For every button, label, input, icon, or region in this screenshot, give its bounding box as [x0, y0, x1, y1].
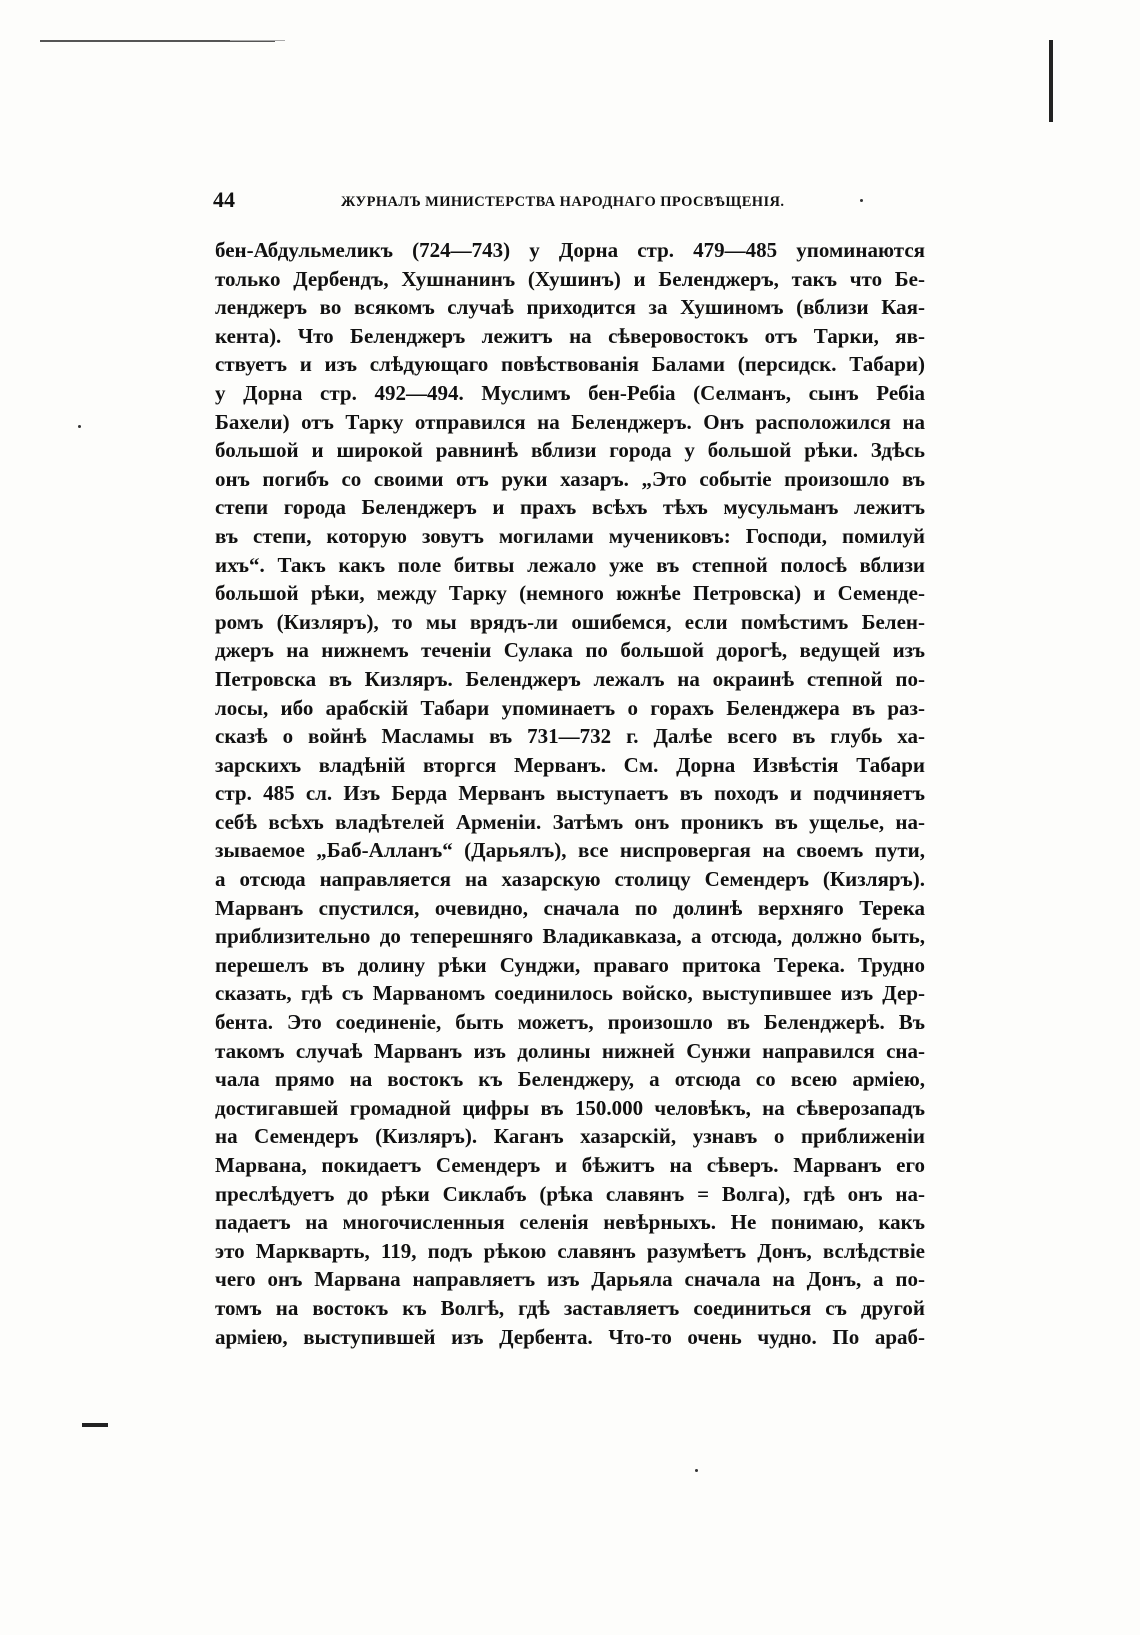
text-line: лосы, ибо арабскій Табари упоминаетъ о горахъ Беленджера въ раз- — [215, 695, 925, 720]
text-line: достигавшей громадной цифры въ 150.000 человѣкъ, на сѣверозападъ — [215, 1095, 925, 1120]
body-text — [215, 236, 925, 1351]
scan-artifact-dot — [695, 1469, 698, 1472]
text-line: зываемое „Баб-Алланъ“ (Дарьялъ), все ниспровергая на своемъ пути, — [215, 838, 925, 863]
text-line: перешелъ въ долину рѣки Сунджи, праваго притока Терека. Трудно — [215, 952, 925, 977]
text-line: только Дербендъ, Хушнанинъ (Хушинъ) и Беленджеръ, такъ что Бе- — [215, 266, 925, 291]
text-line: арміею, выступившей изъ Дербента. Что-то очень чудно. По араб- — [215, 1324, 925, 1349]
text-line: кента). Что Беленджеръ лежитъ на сѣверовостокъ отъ Тарки, яв- — [215, 323, 925, 348]
text-line: себѣ всѣхъ владѣтелей Арменіи. Затѣмъ онъ проникъ въ ущелье, на- — [215, 809, 925, 834]
page-header — [213, 188, 923, 218]
text-line: большой и широкой равнинѣ вблизи города у большой рѣки. Здѣсь — [215, 438, 925, 463]
text-line: ихъ“. Такъ какъ поле битвы лежало уже въ степной полосѣ вблизи — [215, 552, 925, 577]
scan-artifact-top-rule-faint — [230, 40, 285, 41]
text-line: Петровска въ Кизляръ. Беленджеръ лежалъ на окраинѣ степной по- — [215, 666, 925, 691]
text-line: чего онъ Марвана направляетъ изъ Дарьяла сначала на Донъ, а по- — [215, 1267, 925, 1292]
page-number: 44 — [213, 187, 235, 212]
text-line: падаетъ на многочисленныя селенія невѣрныхъ. Не понимаю, какъ — [215, 1210, 925, 1235]
text-line: Марвана, покидаетъ Семендеръ и бѣжитъ на сѣверъ. Марванъ его — [215, 1153, 925, 1177]
text-line: бен-Абдульмеликъ (724—743) у Дорна стр. 479—485 упоминаются — [215, 238, 925, 262]
text-line: сказѣ о войнѣ Масламы въ 731—732 г. Далѣе всего въ глубь ха- — [215, 724, 925, 749]
text-line: такомъ случаѣ Марванъ изъ долины нижней Сунжи направился сна- — [215, 1038, 925, 1063]
text-line: у Дорна стр. 492—494. Муслимъ бен-Ребіа (Селманъ, сынъ Ребіа — [215, 380, 925, 405]
scan-artifact-left-dash — [82, 1423, 108, 1427]
running-head: ЖУРНАЛЪ МИНИСТЕРСТВА НАРОДНАГО ПРОСВѢЩЕНІЯ. — [341, 194, 785, 210]
text-line: чала прямо на востокъ къ Беленджеру, а отсюда со всею арміею, — [215, 1067, 925, 1092]
text-line: зарскихъ владѣній вторгся Мерванъ. См. Дорна Извѣстія Табари — [215, 752, 925, 777]
text-line: это Маркварть, 119, подъ рѣкою славянъ разумѣетъ Донъ, вслѣдствіе — [215, 1238, 925, 1263]
text-line: въ степи, которую зовутъ могилами мучениковъ: Господи, помилуй — [215, 523, 925, 548]
text-line: преслѣдуетъ до рѣки Сиклабъ (рѣка славянъ = Волга), гдѣ онъ на- — [215, 1181, 925, 1206]
text-line: бента. Это соединеніе, быть можетъ, произошло въ Беленджерѣ. Въ — [215, 1010, 925, 1035]
text-line: Бахели) отъ Тарку отправился на Беленджеръ. Онъ расположился на — [215, 409, 925, 434]
text-line: Марванъ спустился, очевидно, сначала по долинѣ верхняго Терека — [215, 895, 925, 920]
text-line: ленджеръ во всякомъ случаѣ приходится за Хушиномъ (вблизи Кая- — [215, 295, 925, 320]
text-line: джеръ на нижнемъ теченіи Сулака по большой дорогѣ, ведущей изъ — [215, 638, 925, 663]
text-line: ствуетъ и изъ слѣдующаго повѣствованія Балами (персидск. Табари) — [215, 352, 925, 377]
text-line: стр. 485 сл. Изъ Берда Мерванъ выступаетъ въ походъ и подчиняетъ — [215, 781, 925, 806]
text-line: большой рѣки, между Тарку (немного южнѣе Петровска) и Семенде- — [215, 581, 925, 606]
text-line: приблизительно до теперешняго Владикавказа, а отсюда, должно быть, — [215, 924, 925, 949]
text-line: ромъ (Кизляръ), то мы врядъ-ли ошибемся, если помѣстимъ Белен- — [215, 609, 925, 634]
text-line: сказать, гдѣ съ Марваномъ соединилось войско, выступившее изъ Дер- — [215, 981, 925, 1006]
text-line: а отсюда направляется на хазарскую столицу Семендеръ (Кизляръ). — [215, 867, 925, 892]
text-line: томъ на востокъ къ Волгѣ, гдѣ заставляетъ соединиться съ другой — [215, 1295, 925, 1320]
text-line: онъ погибъ со своими отъ руки хазаръ. „Это событіе произошло въ — [215, 466, 925, 491]
scan-artifact-dot — [78, 425, 81, 428]
scan-artifact-right-bar — [1049, 40, 1053, 122]
text-line: степи города Беленджеръ и прахъ всѣхъ тѣхъ мусульманъ лежитъ — [215, 495, 925, 520]
text-line: на Семендеръ (Кизляръ). Каганъ хазарскій, узнавъ о приближеніи — [215, 1124, 925, 1149]
